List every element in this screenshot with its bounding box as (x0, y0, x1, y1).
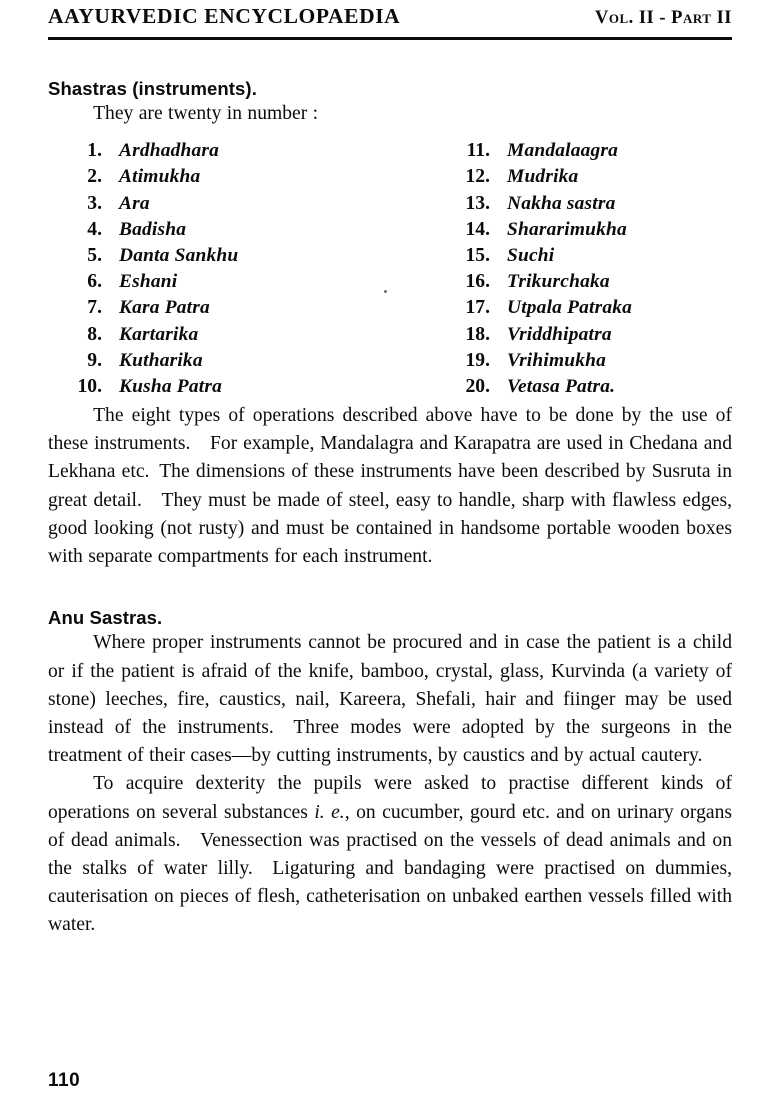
list-item (60, 350, 396, 376)
page-number: 110 (48, 1070, 81, 1091)
list-item (60, 166, 396, 192)
list-item (60, 245, 396, 271)
list-item (448, 324, 732, 350)
list-item-number: 15. (465, 244, 490, 266)
dexterity-text-first: To acquire dexterity the pupils were asked to practise different kinds of operations on several substances (48, 773, 732, 823)
list-item-label: Shararimukha (507, 218, 627, 240)
scan-artifact-speck (384, 290, 387, 293)
list-item-number: 9. (87, 349, 102, 371)
list-item-label: Badisha (119, 218, 187, 240)
list-item-label: Ara (119, 192, 150, 214)
list-item (60, 140, 396, 166)
list-item (448, 166, 732, 192)
latin-abbreviation-id-est: i. e., (314, 801, 350, 823)
dexterity-text-second: on cucumber, gourd etc. and on urinary organs of dead animals. Venessection was practised on the vessels of dead animals and on the stalks of water lilly. Ligaturing and bandaging were practised on dummies, cauterisation on pieces of flesh, catheterisation on unbaked earthen vessels filled with water. (48, 801, 733, 936)
list-item-number: 17. (465, 297, 490, 319)
book-title: AAYURVEDIC ENCYCLOPAEDIA (48, 4, 401, 28)
list-item-number: 11. (466, 140, 490, 162)
list-item-number: 12. (465, 166, 490, 188)
running-head (48, 0, 732, 30)
list-item-label: Vrihimukha (507, 349, 607, 371)
list-item-label: Danta Sankhu (119, 244, 239, 266)
list-item (448, 376, 732, 402)
list-item (448, 271, 732, 297)
paragraph-anu-sastras: Where proper instruments cannot be procured and in case the patient is a child or if the patient is afraid of the knife, bamboo, crystal, glass, Kurvinda (a variety of stone) leeches, fire, caustics, nail, Kareera, Shefali, hair and fiinger may be used instead of the instruments. Three modes were adopted by the surgeons in the treatment of their cases—by cutting instruments, by caustics and by actual cautery. (48, 632, 732, 767)
list-item (60, 219, 396, 245)
list-item-number: 18. (465, 323, 490, 345)
list-item (60, 376, 396, 402)
paragraph-instruments-use: The eight types of operations described above have to be done by the use of these instruments. For example, Mandalagra and Karapatra are used in Chedana and Lekhana etc. The dimensions of these instruments have been described by Susruta in great detail. They must be made of steel, easy to handle, sharp with flawless edges, good looking (not rusty) and must be contained in handsome portable wooden boxes with separate compartments for each instrument. (48, 405, 732, 568)
list-item-label: Vriddhipatra (507, 323, 612, 345)
list-item-label: Utpala Patraka (507, 297, 633, 319)
header-rule (48, 37, 732, 40)
list-item-label: Eshani (119, 271, 178, 293)
list-item-label: Kartarika (119, 323, 199, 345)
list-item-number: 6. (87, 271, 102, 293)
list-item-number: 20. (465, 375, 490, 397)
list-item-label: Mandalaagra (507, 140, 619, 162)
list-item-number: 8. (87, 323, 102, 345)
list-item (448, 297, 732, 323)
list-item (60, 297, 396, 323)
section-heading-anu-sastras: Anu Sastras. (48, 607, 163, 629)
list-item-number: 5. (87, 244, 102, 266)
list-item-number: 3. (87, 192, 102, 214)
list-item-number: 1. (87, 140, 102, 162)
list-item-label: Kutharika (119, 349, 203, 371)
list-item (448, 193, 732, 219)
list-item (448, 350, 732, 376)
list-item-number: 16. (465, 271, 490, 293)
list-item-label: Vetasa Patra. (507, 375, 616, 397)
list-item-label: Suchi (507, 244, 555, 266)
section-heading-shastras: Shastras (instruments). (48, 78, 257, 99)
instrument-list-column-right (396, 140, 732, 402)
list-item (448, 219, 732, 245)
list-item-label: Atimukha (119, 166, 201, 188)
list-item-number: 2. (87, 166, 102, 188)
list-item (60, 324, 396, 350)
list-item-number: 4. (87, 218, 102, 240)
list-item-number: 7. (87, 297, 102, 319)
list-item-label: Trikurchaka (507, 271, 610, 293)
volume-part-label: Vol. II - Part II (594, 8, 732, 28)
list-item (60, 271, 396, 297)
list-item-number: 14. (465, 218, 490, 240)
list-item-label: Kara Patra (119, 297, 210, 319)
list-item-number: 13. (465, 192, 490, 214)
paragraph-dexterity (48, 770, 732, 939)
list-item-label: Nakha sastra (507, 192, 616, 214)
list-item-label: Mudrika (507, 166, 579, 188)
list-item-label: Kusha Patra (119, 375, 222, 397)
instrument-list-column-left (60, 140, 396, 402)
shastras-lead-in: They are twenty in number : (93, 103, 319, 124)
list-item-number: 19. (465, 349, 490, 371)
list-item (448, 245, 732, 271)
instrument-list (48, 140, 732, 402)
list-item (60, 193, 396, 219)
list-item-number: 10. (77, 375, 102, 397)
list-item-label: Ardhadhara (119, 140, 220, 162)
list-item (448, 140, 732, 166)
